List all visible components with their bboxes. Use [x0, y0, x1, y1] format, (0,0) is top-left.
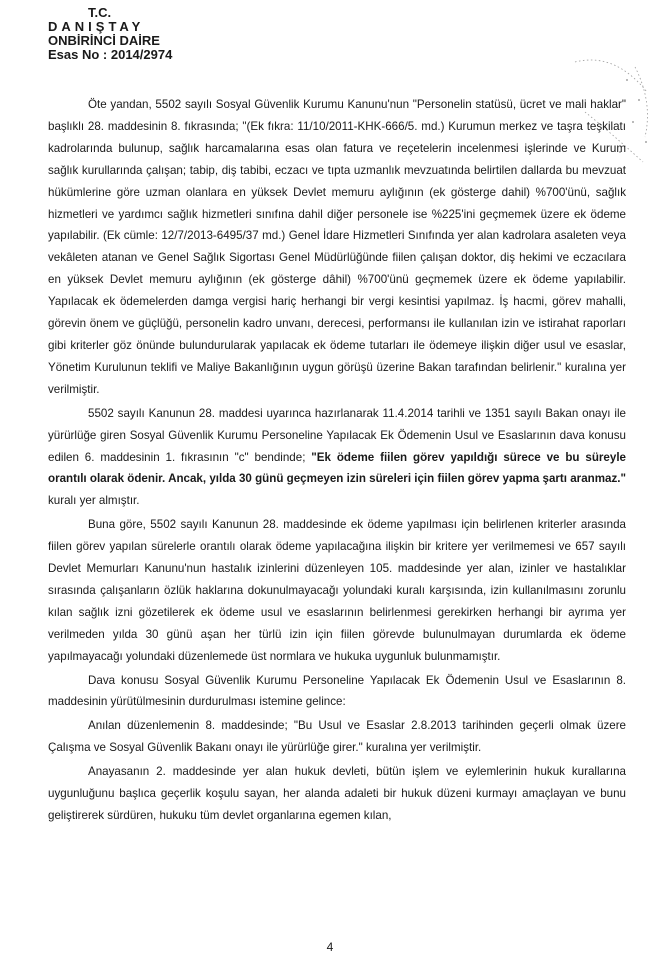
page-number: 4 [326, 940, 334, 954]
header-case-number: Esas No : 2014/2974 [48, 47, 173, 62]
paragraph-2-start: 5502 sayılı Kanunun 28. maddesi uyarınca hazırlanarak 11.4.2014 tarihli ve 1351 sayılı Bakan onayı ile yürürlüğe giren Sosyal Güvenlik Kurumu Personeline Yapılacak Ek Ödemenin Usul ve Esaslarının dava konusu edilen 6. maddesinin 1. fıkrasının "c" bendinde; [48, 406, 626, 464]
paragraph-1: Öte yandan, 5502 sayılı Sosyal Güvenlik Kurumu Kanunu'nun "Personelin statüsü, ücret ve mali haklar" başlıklı 28. maddesinin 8. fıkrasında; "(Ek fıkra: 11/10/2011-KHK-666/5. md.) Kurumun merkez ve taşra teşkilatı kadrolarında bulunup, sağlık harcamalarına esas olan fatura ve reçetelerin incelenmesi işlerinde ve Kurum sağlık kurullarında çalışan; tabip, diş tabibi, eczacı ve tıpta uzmanlık mevzuatında belirtilen dallarda bu mevzuat hükümlerine göre uzman olanlara en yüksek Devlet memuru aylığının (ek gösterge dahil) %700'ünü, sağlık hizmetleri ve yardımcı sağlık hizmetleri sınıfına dahil diğer personele ise %225'ini geçmemek üzere ek ödeme yapılabilir. (Ek cümle: 12/7/2013-6495/37 md.) Genel İdare Hizmetleri Sınıfında yer alan kadrolara asaleten veya vekâleten atanan ve Genel Sağlık Sigortası Genel Müdürlüğünde fiilen çalışan doktor, diş hekimi ve eczacılara en yüksek Devlet memuru aylığının (ek gösterge dâhil) %700'ünü geçmemek üzere ek ödeme yapılabilir. Yapılacak ek ödemelerden damga vergisi hariç herhangi bir vergi kesintisi yapılmaz. İş hacmi, görev mahalli, görevin önem ve güçlüğü, personelin kadro unvanı, derecesi, performansı ile kullanılan izin ve istirahat raporları gibi kriterler göz önünde bulundurularak yapılacak ek ödeme tutarları ile ödemeye ilişkin diğer usul ve esaslar, Yönetim Kurulunun teklifi ve Maliye Bakanlığının uygun görüşü üzerine Bakan tarafından belirlenir." kuralına yer verilmiştir. [48, 98, 626, 396]
paragraph-4: Dava konusu Sosyal Güvenlik Kurumu Personeline Yapılacak Ek Ödemenin Usul ve Esaslarının 8. maddesinin yürütülmesinin durdurulması istemine gelince: [48, 673, 626, 709]
document-header [48, 6, 172, 62]
header-tc: T.C. [88, 5, 112, 20]
paragraph-5: Anılan düzenlemenin 8. maddesinde; "Bu Usul ve Esaslar 2.8.2013 tarihinden geçerli olmak üzere Çalışma ve Sosyal Güvenlik Bakanı onayı ile yürürlüğe girer." kuralına yer verilmiştir. [48, 719, 626, 755]
paragraph-3: Buna göre, 5502 sayılı Kanunun 28. maddesinde ek ödeme yapılması için belirlenen kriterler arasında fiilen görev yapılan sürelerle orantılı olarak ödeme yapılacağına ilişkin bir kritere yer verilmemesi ve 657 sayılı Devlet Memurları Kanunu'nun hastalık izinlerini düzenleyen 105. maddesinde yer alan, izinler ve hastalıklar sırasında çalışanların özlük haklarına dokunulmayacağı yolundaki kuralı karşısında, izin kullanılmasını zorunlu kılan sağlık izni gözetilerek ek ödeme usul ve esaslarının belirlenmesi gerekirken herhangi bir ayrıma yer verilmeden yılda 30 günü aşan her türlü izin için fiilen görevde bulunulmayan durumlarda ek ödeme yapılmayacağı yolundaki düzenlemede üst normlara ve hukuka uygunluk bulunmamıştır. [48, 518, 626, 663]
document-body [48, 94, 626, 827]
paragraph-6: Anayasanın 2. maddesinde yer alan hukuk devleti, bütün işlem ve eylemlerinin hukuk kurallarına uygunluğunu başlıca geçerlik koşulu sayan, her alanda adaleti bir hukuk düzeni kurmayı amaçlayan ve bunu geliştirerek sürdüren, hukuku tüm devlet organlarına egemen kılan, [48, 765, 626, 822]
header-court: DANIŞTAY [48, 19, 145, 34]
paragraph-2-end: kuralı yer almıştır. [48, 494, 140, 508]
paragraph-2 [48, 403, 626, 513]
paragraph-2-quote: "Ek ödeme fiilen görev yapıldığı sürece ve bu süreyle orantılı olarak ödenir. Ancak, yılda 30 günü geçmeyen izin süreleri için fiilen görev yapma şartı aranmaz." [48, 450, 626, 486]
header-chamber: ONBİRİNCİ DAİRE [48, 33, 160, 48]
